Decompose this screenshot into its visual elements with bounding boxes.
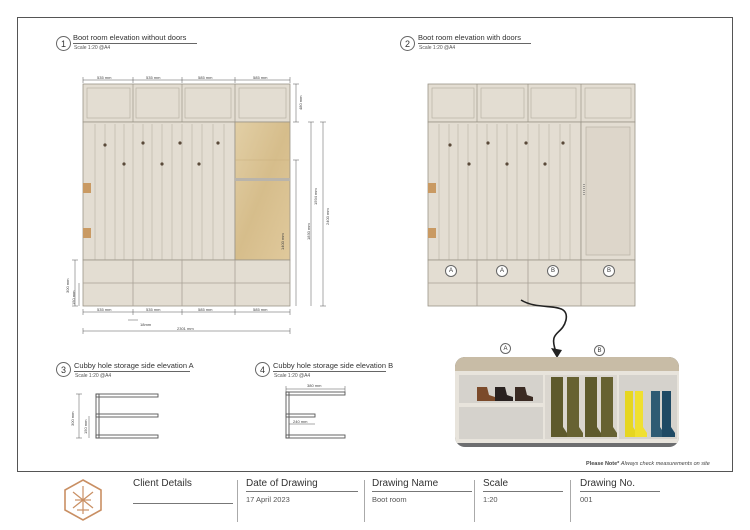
title-block-divider (364, 480, 365, 522)
view-title-4: Cubby hole storage side elevation B (273, 361, 394, 370)
photo-label-a: A (500, 343, 511, 354)
date-label: Date of Drawing (246, 478, 318, 489)
note-bold: Please Note* (586, 461, 620, 467)
view-number-4: 4 (255, 362, 270, 377)
drawing-name-cell (372, 478, 472, 526)
view-title-3: Cubby hole storage side elevation A (74, 361, 194, 370)
dim-top-width-3: 585 mm (198, 75, 213, 80)
dim-base-height: 300 mm (65, 278, 70, 293)
date-value: 17 April 2023 (246, 495, 290, 504)
dim-bottom-width-2: 535 mm (146, 307, 161, 312)
view-number-2: 2 (400, 36, 415, 51)
dim-cubby-a-height: 300 mm (70, 411, 75, 426)
dim-cubby-a-split: 150 mm (83, 419, 88, 434)
title-block-divider (237, 480, 238, 522)
measurement-note (586, 461, 710, 467)
client-details-cell (133, 478, 233, 526)
dim-cubby-b-width: 380 mm (307, 383, 322, 388)
scale-label: Scale (483, 478, 509, 489)
view-title-2: Boot room elevation with doors (418, 33, 531, 44)
view-scale-3: Scale 1:20 @A4 (75, 373, 112, 379)
drawing-name-label: Drawing Name (372, 478, 439, 489)
title-block-divider (474, 480, 475, 522)
title-block-divider (570, 480, 571, 522)
dim-top-cupboard-height: 480 mm (298, 95, 303, 110)
photo-label-b: B (594, 345, 605, 356)
view-title-1: Boot room elevation without doors (73, 33, 197, 44)
dim-rail-height: 1400 mm (280, 233, 285, 250)
dim-cubby-b-inner: 240 mm (293, 419, 308, 424)
view-number-3: 3 (56, 362, 71, 377)
view-scale-4: Scale 1:20 @A4 (274, 373, 311, 379)
dim-base-split: 150 mm (71, 290, 76, 305)
dim-top-width-2: 535 mm (146, 75, 161, 80)
view-scale-2: Scale 1:20 @A4 (419, 45, 456, 51)
dim-bottom-width-3: 585 mm (198, 307, 213, 312)
cubby-label-1: A (445, 265, 457, 277)
cubby-label-4: B (603, 265, 615, 277)
note-text: Always check measurements on site (620, 461, 710, 467)
date-cell (246, 478, 358, 526)
scale-cell (483, 478, 563, 526)
drawing-name-value: Boot room (372, 495, 407, 504)
dim-total-height: 2400 mm (325, 208, 330, 225)
scale-value: 1:20 (483, 495, 498, 504)
dim-total-width: 2301 mm (177, 326, 194, 331)
client-details-label: Client Details (133, 478, 192, 489)
hexagon-logo-icon (63, 478, 103, 522)
dim-door-height: 1830 mm (306, 223, 311, 240)
drawing-number-cell (580, 478, 660, 526)
cubby-label-3: B (547, 265, 559, 277)
dim-top-width-1: 535 mm (97, 75, 112, 80)
dim-bottom-width-4: 585 mm (253, 307, 268, 312)
drawing-number-value: 001 (580, 495, 593, 504)
drawing-number-label: Drawing No. (580, 478, 636, 489)
view-scale-1: Scale 1:20 @A4 (74, 45, 111, 51)
view-number-1: 1 (56, 36, 71, 51)
dim-top-width-4: 585 mm (253, 75, 268, 80)
cubby-label-2: A (496, 265, 508, 277)
dim-gap: 18mm (140, 322, 152, 327)
dim-bottom-width-1: 535 mm (97, 307, 112, 312)
dim-panel-height: 1594 mm (313, 188, 318, 205)
